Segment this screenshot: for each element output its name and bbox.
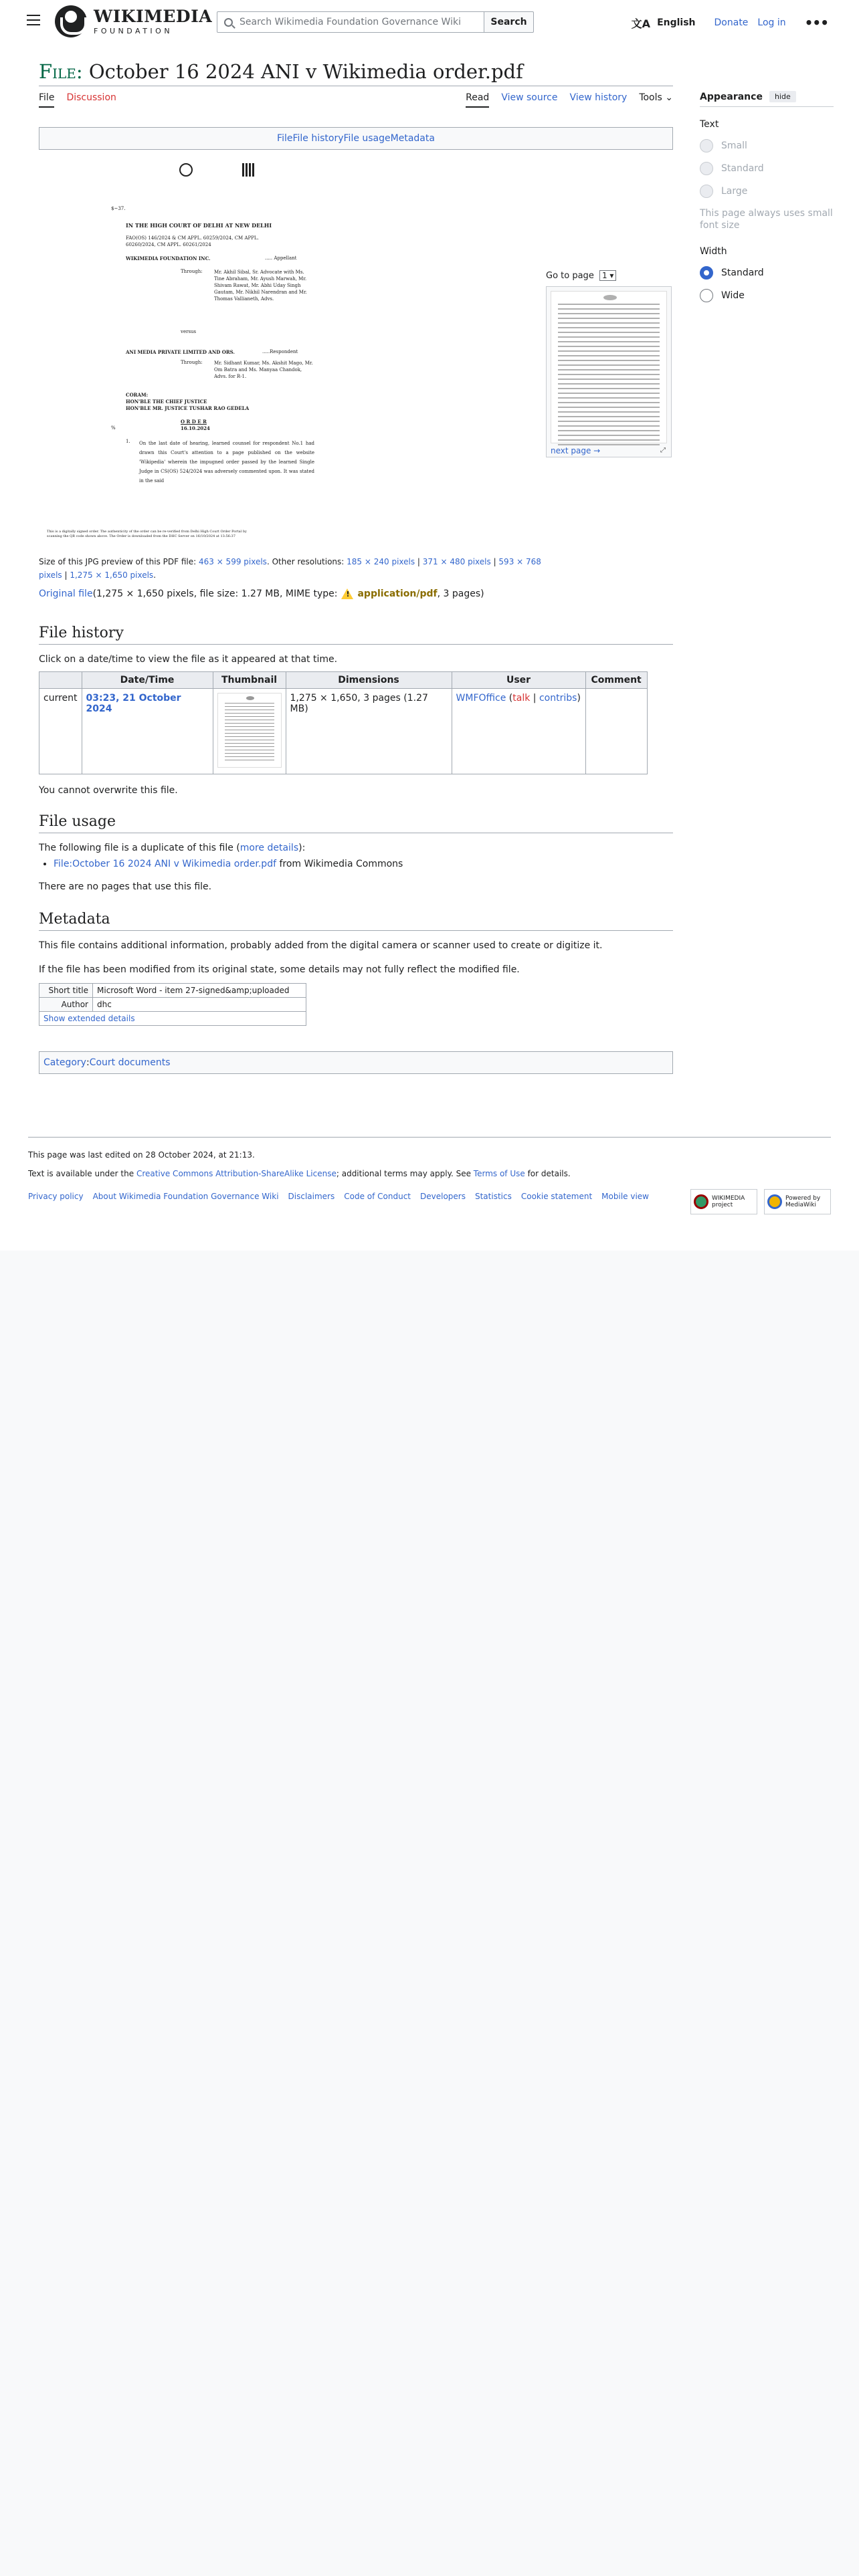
pv-through-2: Through:: [181, 360, 203, 365]
width-standard-label: Standard: [721, 267, 764, 278]
res-link-4[interactable]: 1,275 × 1,650 pixels: [70, 570, 154, 580]
tools-label: Tools: [639, 92, 662, 103]
row-comment: [585, 689, 647, 774]
width-standard-option[interactable]: [700, 266, 834, 280]
res-link-3[interactable]: 593 × 768 pixels: [39, 557, 541, 580]
size-info: [39, 555, 547, 582]
magnify-icon[interactable]: ⤢: [660, 447, 666, 454]
court-emblem-icon: [179, 163, 193, 177]
width-wide-label: Wide: [721, 290, 745, 301]
res-link-1[interactable]: 185 × 240 pixels: [347, 557, 415, 566]
site-logo[interactable]: [55, 5, 212, 37]
search-icon: [224, 18, 233, 27]
radio-icon: [700, 139, 713, 152]
header-tools: [632, 15, 828, 31]
text-large-label: Large: [721, 186, 748, 197]
dup-suffix: ):: [298, 843, 306, 853]
pv-para: On the last date of hearing, learned counsel for respondent No.1 had drawn this Court's attention to a page published on the website 'Wikipedia' wherein the impugned order passed by the learned Single Judge in CS(OS) 524/2024 was adversely commented upon. It was stated in the said: [139, 441, 314, 484]
pv-appellant-role: ..... Appellant: [265, 255, 297, 261]
license-prefix: Text is available under the: [28, 1169, 136, 1178]
search-input[interactable]: [217, 11, 484, 33]
text-size-small-option: [700, 139, 834, 152]
license-end: for details.: [524, 1169, 571, 1178]
donate-link[interactable]: Donate: [714, 17, 749, 28]
metadata-heading: Metadata: [39, 911, 673, 931]
wikimedia-badge-icon: [694, 1194, 708, 1209]
text-size-standard-option: [700, 162, 834, 175]
pv-case-line1: FAO(OS) 146/2024 & CM APPL. 60259/2024, CM APPL.: [126, 235, 259, 241]
wikimedia-project-badge[interactable]: [690, 1189, 757, 1214]
table-row: [39, 998, 306, 1012]
history-thumbnail[interactable]: [217, 693, 282, 768]
text-small-label: Small: [721, 140, 747, 151]
pv-judge-2: HON'BLE MR. JUSTICE TUSHAR RAO GEDELA: [126, 405, 250, 411]
pv-respondent: ANI MEDIA PRIVATE LIMITED AND ORS.: [126, 349, 235, 355]
warning-icon: [341, 588, 353, 599]
original-info: (1,275 × 1,650 pixels, file size: 1.27 MB, MIME type:: [92, 588, 338, 599]
list-item: [54, 859, 403, 869]
user-pipe: |: [530, 693, 539, 704]
hide-appearance-button[interactable]: hide: [769, 91, 796, 102]
meta-value: Microsoft Word - item 27-signed&amp;uploaded: [93, 984, 306, 998]
duplicate-source: from Wikimedia Commons: [276, 859, 403, 869]
text-size-large-option: [700, 185, 834, 198]
res-link-2[interactable]: 371 × 480 pixels: [422, 557, 491, 566]
mime-type: application/pdf: [357, 588, 438, 599]
col-status: [39, 672, 82, 689]
history-intro: Click on a date/time to view the file as it appeared at that time.: [39, 654, 338, 665]
row-datetime-link[interactable]: 03:23, 21 October 2024: [86, 693, 181, 714]
language-selector[interactable]: [632, 15, 696, 31]
title-namespace: File:: [39, 60, 83, 83]
original-file-link[interactable]: Original file: [39, 588, 93, 599]
sep-3: |: [62, 570, 70, 580]
page-select[interactable]: 1 ▾: [599, 270, 616, 281]
logo-sub-text: FOUNDATION: [94, 27, 173, 35]
search-placeholder: Search Wikimedia Foundation Governance Wiki: [240, 17, 461, 27]
language-label: English: [657, 17, 696, 28]
pv-case-number: $~37.: [111, 206, 126, 211]
size-prefix: Size of this JPG preview of this PDF file:: [39, 557, 199, 566]
size-other: . Other resolutions:: [266, 557, 347, 566]
pv-case-line2: 60260/2024, CM APPL. 60261/2024: [126, 242, 211, 247]
tab-view-source[interactable]: View source: [501, 92, 558, 103]
last-edited: This page was last edited on 28 October 2024, at 21:13.: [28, 1150, 255, 1160]
login-link[interactable]: Log in: [757, 17, 786, 28]
category-links: [39, 1051, 673, 1074]
license-text: [28, 1169, 571, 1178]
overwrite-notice: You cannot overwrite this file.: [39, 785, 178, 796]
pv-order: O R D E R: [181, 419, 207, 425]
tab-file[interactable]: File: [39, 92, 54, 108]
user-paren-close: ): [577, 693, 581, 704]
duplicate-file-link[interactable]: File:October 16 2024 ANI v Wikimedia order.pdf: [54, 859, 277, 869]
col-dimensions: Dimensions: [286, 672, 452, 689]
footer-link-cookies[interactable]: Cookie statement: [520, 1192, 593, 1201]
text-size-label: Text: [700, 119, 719, 130]
original-pages: , 3 pages): [437, 588, 484, 599]
size-end: .: [153, 570, 157, 580]
footer-link-disclaimers[interactable]: Disclaimers: [288, 1192, 335, 1201]
title-name: October 16 2024 ANI v Wikimedia order.pdf: [88, 60, 523, 83]
page-tabs: [39, 92, 673, 110]
page-navigator: [546, 270, 673, 457]
file-history-table: [39, 671, 648, 774]
width-label: Width: [700, 246, 727, 257]
radio-icon: [700, 185, 713, 198]
badge2-line1: Powered by: [785, 1195, 821, 1202]
metadata-intro-2: If the file has been modified from its original state, some details may not fully reflect the modified file.: [39, 964, 520, 975]
pv-judge-1: HON'BLE THE CHIEF JUSTICE: [126, 399, 207, 405]
category-colon: :: [86, 1057, 90, 1068]
toc-link-file[interactable]: File: [277, 133, 293, 144]
categories-link[interactable]: Category: [43, 1057, 86, 1068]
tools-menu[interactable]: [639, 92, 673, 108]
show-extended-details-link[interactable]: Show extended details: [43, 1014, 135, 1023]
more-details-link[interactable]: more details: [240, 843, 299, 853]
main-menu-icon[interactable]: [27, 15, 40, 25]
res-main-link[interactable]: 463 × 599 pixels: [198, 557, 267, 566]
text-size-note: This page always uses small font size: [700, 208, 833, 231]
radio-selected-icon[interactable]: [700, 266, 713, 280]
page: [0, 0, 859, 1251]
search-button[interactable]: Search: [484, 11, 534, 33]
col-comment: Comment: [585, 672, 647, 689]
row-status: current: [39, 689, 82, 774]
footer-link-coc[interactable]: Code of Conduct: [344, 1192, 411, 1201]
col-user: User: [452, 672, 585, 689]
badge2-line2: MediaWiki: [785, 1202, 816, 1208]
pv-court: IN THE HIGH COURT OF DELHI AT NEW DELHI: [126, 222, 272, 229]
wikimedia-logo-icon: [55, 5, 87, 37]
goto-label: Go to page: [546, 271, 594, 281]
table-row: [39, 689, 648, 774]
logo-main-text: WIKIMEDIA: [94, 7, 213, 26]
sep-2: |: [490, 557, 499, 566]
footer-link-privacy[interactable]: Privacy policy: [28, 1192, 84, 1201]
metadata-table: [39, 983, 306, 1026]
site-header: [0, 0, 859, 44]
mediawiki-badge-icon: [767, 1194, 782, 1209]
pv-counsel-1: Mr. Akhil Sibal, Sr. Advocate with Ms. Tine Abraham, Mr. Ayush Marwah, Mr. Shivam Rawat, Mr. Abhi Uday Singh Gautam, Mr. Nikhil Narendran and Mr. Thomas Vallianeth, Advs.: [214, 270, 307, 302]
pv-coram: CORAM:: [126, 392, 149, 398]
search-form: [217, 11, 534, 33]
no-pages-notice: There are no pages that use this file.: [39, 881, 212, 892]
terms-link[interactable]: Terms of Use: [473, 1169, 525, 1178]
pv-date: 16.10.2024: [181, 425, 210, 431]
pv-percent: %: [111, 425, 116, 431]
page-title: [39, 60, 673, 86]
footer-link-developers[interactable]: Developers: [420, 1192, 466, 1201]
category-court-documents[interactable]: Court documents: [89, 1057, 171, 1068]
chevron-down-icon: ⌄: [665, 92, 673, 103]
user-talk-link[interactable]: talk: [512, 693, 531, 704]
pv-appellant: WIKIMEDIA FOUNDATION INC.: [126, 255, 211, 261]
duplicate-list: [39, 859, 403, 869]
tab-read[interactable]: Read: [466, 92, 489, 108]
sep-1: |: [415, 557, 423, 566]
footer-links: [28, 1192, 649, 1201]
col-thumbnail: Thumbnail: [213, 672, 286, 689]
table-row: [39, 984, 306, 998]
file-history-heading: File history: [39, 625, 673, 645]
metadata-intro-1: This file contains additional information, probably added from the digital camera or scanner used to create or digitize it.: [39, 940, 603, 951]
duplicate-notice: [39, 843, 305, 853]
footer-link-statistics[interactable]: Statistics: [474, 1192, 512, 1201]
next-page-link[interactable]: next page →: [551, 446, 601, 455]
badge1-line2: project: [712, 1202, 733, 1208]
license-link[interactable]: Creative Commons Attribution-ShareAlike License: [136, 1169, 337, 1178]
radio-icon: [700, 162, 713, 175]
dup-prefix: The following file is a duplicate of this file (: [39, 843, 240, 853]
license-mid: ; additional terms may apply. See: [336, 1169, 474, 1178]
pv-para-no: 1.: [126, 439, 130, 444]
text-standard-label: Standard: [721, 163, 764, 174]
col-datetime: Date/Time: [82, 672, 213, 689]
thumbnail-page-image: [551, 291, 667, 443]
tab-view-history[interactable]: View history: [569, 92, 628, 103]
page-thumbnail[interactable]: [546, 286, 672, 457]
pv-footer-note: This is a digitally signed order. The authenticity of the order can be re-verified from Delhi High Court Order Portal by scanning the QR code shown above. The Order is downloaded from the DHC Server on 16/10/2024 at 13:56:37: [47, 530, 247, 538]
toc-link-metadata[interactable]: Metadata: [390, 133, 435, 144]
meta-key: Short title: [39, 984, 93, 998]
user-link[interactable]: WMFOffice: [456, 693, 506, 704]
mediawiki-badge[interactable]: [764, 1189, 831, 1214]
width-wide-option[interactable]: [700, 289, 834, 302]
pv-versus: versus: [181, 329, 197, 334]
user-contribs-link[interactable]: contribs: [539, 693, 577, 704]
pv-through-1: Through:: [181, 269, 203, 274]
tab-discussion[interactable]: Discussion: [66, 92, 116, 103]
footer-link-about[interactable]: About Wikimedia Foundation Governance Wiki: [92, 1192, 279, 1201]
language-icon: 文A: [631, 17, 651, 30]
appearance-panel: [700, 91, 834, 302]
more-options-icon[interactable]: •••: [804, 15, 828, 31]
radio-icon[interactable]: [700, 289, 713, 302]
toc-link-usage[interactable]: File usage: [343, 133, 391, 144]
badge1-line1: WIKIMEDIA: [712, 1195, 745, 1202]
original-file-info: [39, 588, 484, 599]
meta-value: dhc: [93, 998, 306, 1012]
file-usage-heading: File usage: [39, 813, 673, 833]
page-select-value: 1: [601, 271, 607, 280]
pv-counsel-2: Mr. Sidhant Kumar, Ms. Akshit Mago, Mr. Om Batra and Ms. Manyaa Chandok, Advs. for R-1.: [214, 360, 313, 379]
file-toc: [39, 127, 673, 150]
meta-key: Author: [39, 998, 93, 1012]
pv-respondent-role: .....Respondent: [262, 349, 298, 354]
toc-link-history[interactable]: File history: [292, 133, 344, 144]
row-dimensions: 1,275 × 1,650, 3 pages (1.27 MB): [286, 689, 452, 774]
pdf-preview-image[interactable]: [39, 158, 316, 546]
qr-code-icon: [242, 163, 256, 177]
user-paren-open: (: [506, 693, 513, 704]
footer-link-mobile[interactable]: Mobile view: [601, 1192, 649, 1201]
appearance-title: Appearance: [700, 91, 763, 102]
